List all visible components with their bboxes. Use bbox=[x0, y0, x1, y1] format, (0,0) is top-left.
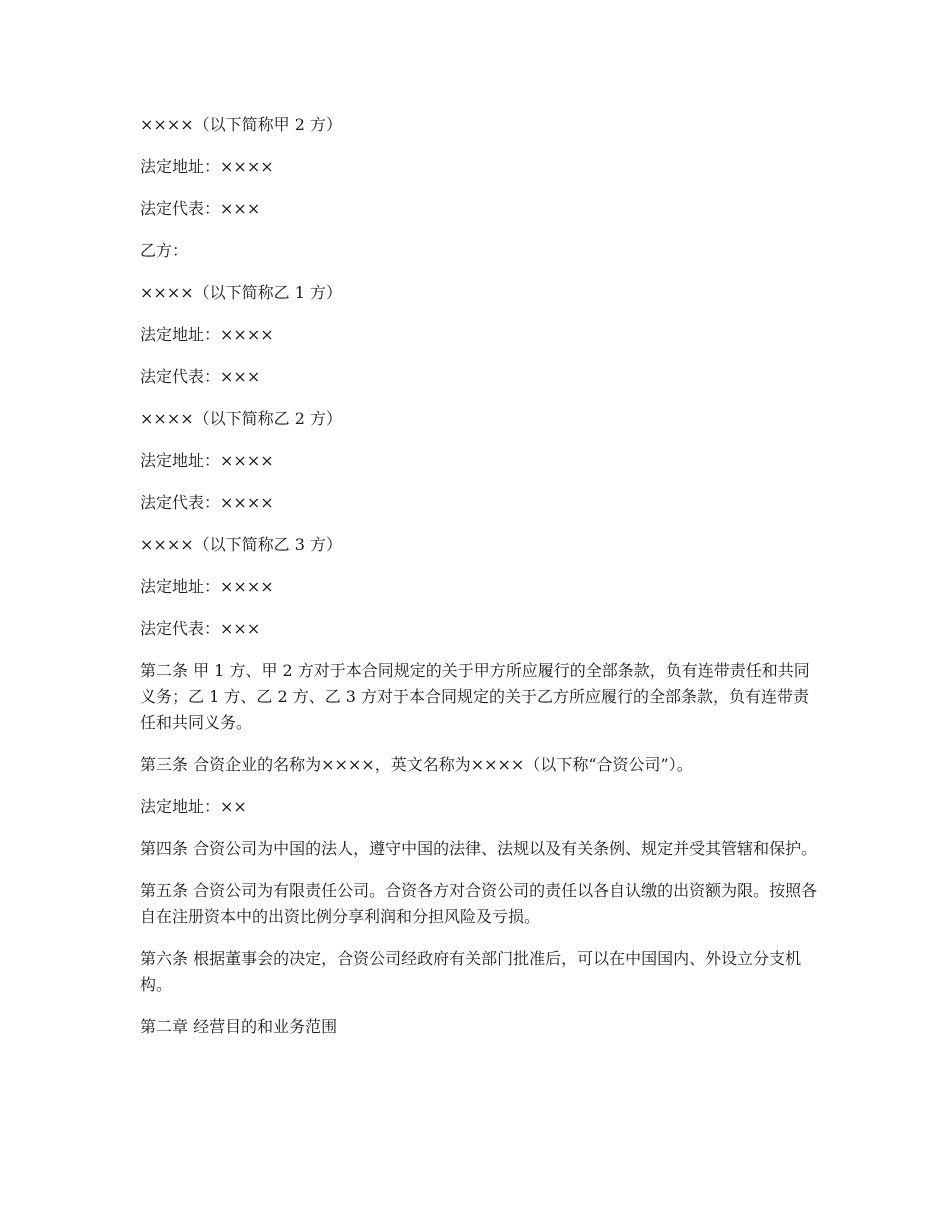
chapter-2-heading: 第二章 经营目的和业务范围 bbox=[140, 1017, 338, 1036]
article-4: 第四条 合资公司为中国的法人，遵守中国的法律、法规以及有关条例、规定并受其管辖和保护。 bbox=[140, 839, 818, 858]
party-yi3-name: ××××（以下简称乙 3 方） bbox=[140, 535, 342, 554]
jv-legal-address: 法定地址：×× bbox=[140, 797, 247, 816]
party-jia2-address: 法定地址：×××× bbox=[140, 157, 274, 176]
article-5: 第五条 合资公司为有限责任公司。合资各方对合资公司的责任以各自认缴的出资额为限。按照各自在注册资本中的出资比例分享利润和分担风险及亏损。 bbox=[140, 881, 818, 926]
party-yi1-address: 法定地址：×××× bbox=[140, 325, 274, 344]
party-yi3-address: 法定地址：×××× bbox=[140, 577, 274, 596]
party-yi1-representative: 法定代表：××× bbox=[140, 367, 261, 386]
party-yi2-name: ××××（以下简称乙 2 方） bbox=[140, 409, 342, 428]
document-body bbox=[140, 112, 820, 1056]
party-yi2-address: 法定地址：×××× bbox=[140, 451, 274, 470]
party-yi-heading: 乙方： bbox=[140, 241, 189, 260]
article-2: 第二条 甲 1 方、甲 2 方对于本合同规定的关于甲方所应履行的全部条款，负有连带责任和共同义务；乙 1 方、乙 2 方、乙 3 方对于本合同规定的关于乙方所应履行的全部条款，负有连带责任和共同义务。 bbox=[140, 661, 810, 732]
party-yi2-representative: 法定代表：×××× bbox=[140, 493, 274, 512]
party-jia2-name: ××××（以下简称甲 2 方） bbox=[140, 115, 342, 134]
party-yi3-representative: 法定代表：××× bbox=[140, 619, 261, 638]
party-yi1-name: ××××（以下简称乙 1 方） bbox=[140, 283, 342, 302]
article-3: 第三条 合资企业的名称为××××，英文名称为××××（以下称“合资公司”）。 bbox=[140, 755, 693, 774]
article-6: 第六条 根据董事会的决定，合资公司经政府有关部门批准后，可以在中国国内、外设立分支机构。 bbox=[140, 949, 802, 994]
party-jia2-representative: 法定代表：××× bbox=[140, 199, 261, 218]
